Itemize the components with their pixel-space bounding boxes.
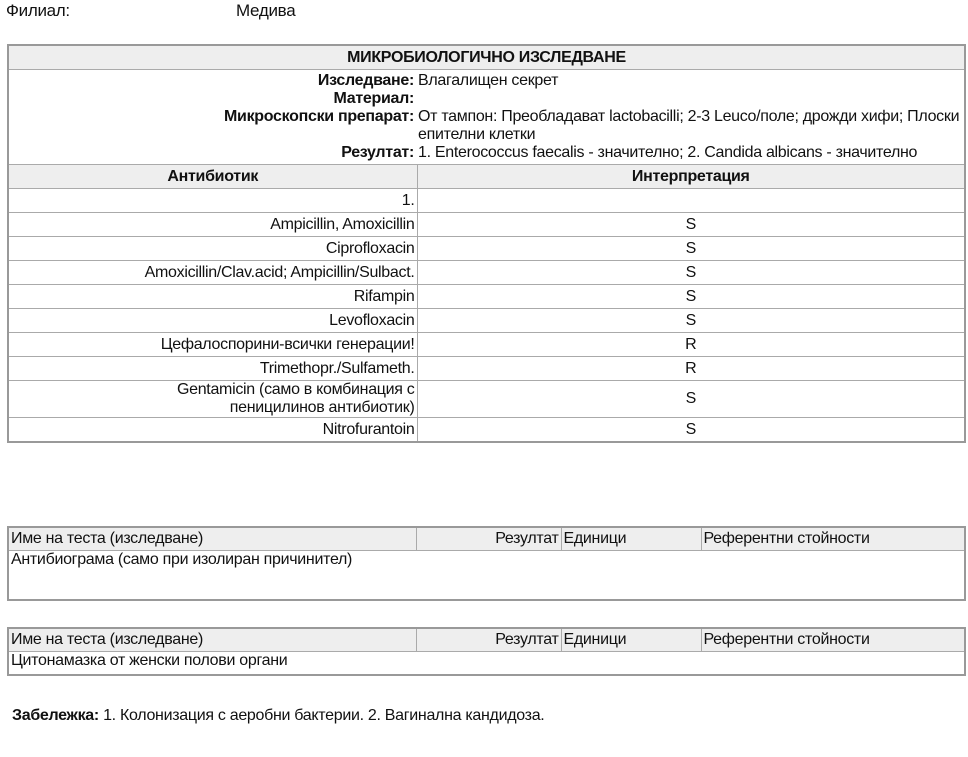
- col-ref: Референтни стойности: [701, 527, 965, 551]
- note-text: 1. Колонизация с аеробни бактерии. 2. Вагинална кандидоза.: [98, 707, 545, 724]
- test-table: [7, 627, 966, 676]
- branch-label: Филиал:: [6, 1, 70, 20]
- col-interpretation: Интерпретация: [417, 165, 965, 189]
- interpretation-value: S: [417, 213, 965, 237]
- antibiotic-row: [8, 309, 965, 333]
- col-ref: Референтни стойности: [701, 628, 965, 652]
- antibiotic-row: [8, 333, 965, 357]
- interpretation-value: S: [417, 309, 965, 333]
- field-label: Микроскопски препарат:: [224, 108, 414, 125]
- branch-value: Медива: [236, 1, 296, 20]
- microbiology-title: МИКРОБИОЛОГИЧНО ИЗСЛЕДВАНЕ: [8, 45, 965, 70]
- test-table: [7, 526, 966, 601]
- antibiotic-row: [8, 261, 965, 285]
- field-label: Резултат:: [341, 144, 414, 161]
- branch-row: [6, 0, 296, 22]
- antibiotic-row: [8, 285, 965, 309]
- antibiotic-name: Levofloxacin: [8, 309, 417, 333]
- note-label: Забележка:: [12, 707, 99, 724]
- interpretation-value: R: [417, 357, 965, 381]
- group-number: 1.: [8, 189, 417, 213]
- antibiotic-name: Trimethopr./Sulfameth.: [8, 357, 417, 381]
- col-antibiotic: Антибиотик: [8, 165, 417, 189]
- test-name: Цитонамазка от женски полови органи: [8, 652, 416, 676]
- antibiotic-name: Ampicillin, Amoxicillin: [8, 213, 417, 237]
- antibiotic-row: [8, 381, 965, 418]
- col-units: Единици: [561, 527, 701, 551]
- col-test-name: Име на теста (изследване): [8, 527, 416, 551]
- antibiotic-name: Rifampin: [8, 285, 417, 309]
- antibiotic-row: [8, 357, 965, 381]
- field-value: Влагалищен секрет: [418, 72, 559, 89]
- interpretation-value: S: [417, 261, 965, 285]
- antibiotic-row: [8, 418, 965, 443]
- microbiology-table: [7, 44, 966, 443]
- field-value: [416, 90, 964, 108]
- antibiotic-row: [8, 213, 965, 237]
- antibiotic-name: Ciprofloxacin: [8, 237, 417, 261]
- antibiotic-name: Nitrofurantoin: [8, 418, 417, 443]
- antibiotic-name: Цефалоспорини-всички генерации!: [8, 333, 417, 357]
- field-value: От тампон: Преобладават lactobacilli; 2-3 Leuco/поле; дрожди хифи; Плоски епителни клетки: [418, 108, 960, 143]
- field-value: 1. Enterococcus faecalis - значително; 2. Candida albicans - значително: [418, 144, 918, 161]
- antibiotic-name: Gentamicin (само в комбинация с пеницилинов антибиотик): [8, 381, 417, 418]
- interpretation-value: S: [417, 381, 965, 418]
- field-label: Изследване:: [317, 72, 414, 89]
- antibiotic-name: Amoxicillin/Clav.acid; Ampicillin/Sulbact.: [8, 261, 417, 285]
- test-name: Антибиограма (само при изолиран причинител): [8, 551, 416, 601]
- col-result: Резултат: [416, 527, 561, 551]
- col-units: Единици: [561, 628, 701, 652]
- interpretation-value: S: [417, 418, 965, 443]
- interpretation-value: R: [417, 333, 965, 357]
- interpretation-value: S: [417, 237, 965, 261]
- antibiotic-row: [8, 237, 965, 261]
- col-result: Резултат: [416, 628, 561, 652]
- note: [12, 707, 544, 725]
- interpretation-value: S: [417, 285, 965, 309]
- col-test-name: Име на теста (изследване): [8, 628, 416, 652]
- field-label: Материал:: [333, 90, 414, 107]
